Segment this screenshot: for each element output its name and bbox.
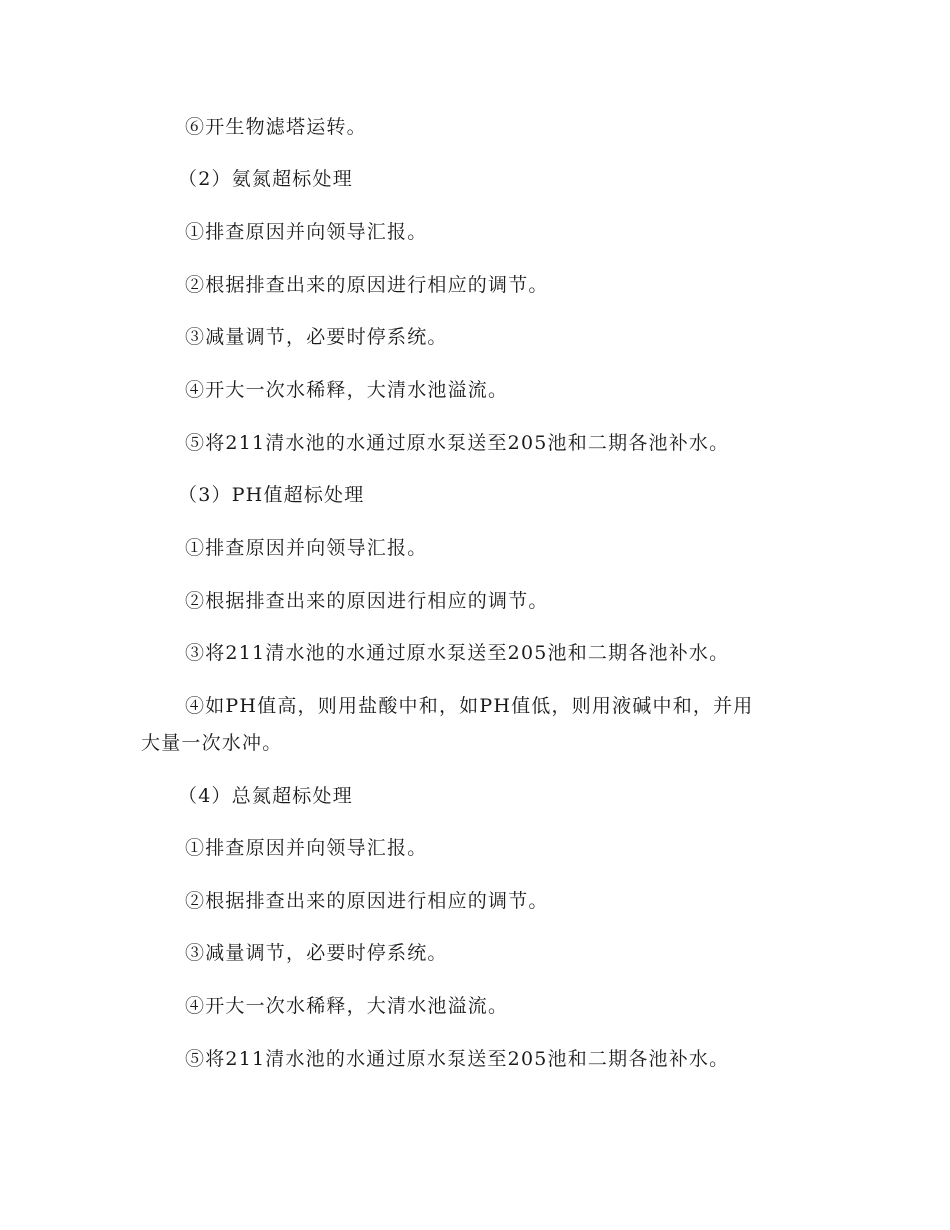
list-item: ③减量调节，必要时停系统。 (185, 942, 448, 964)
list-item: ②根据排查出来的原因进行相应的调节。 (185, 590, 549, 612)
section-heading: （3）PH值超标处理 (178, 484, 365, 506)
list-item: ④开大一次水稀释，大清水池溢流。 (185, 379, 509, 401)
list-item: ①排查原因并向领导汇报。 (185, 537, 428, 559)
list-item: ④开大一次水稀释，大清水池溢流。 (185, 995, 509, 1017)
section-heading: （2）氨氮超标处理 (178, 168, 353, 190)
list-item: ④如PH值高，则用盐酸中和，如PH值低，则用液碱中和，并用 (185, 695, 754, 717)
list-item: ②根据排查出来的原因进行相应的调节。 (185, 890, 549, 912)
list-item: ②根据排查出来的原因进行相应的调节。 (185, 274, 549, 296)
list-item: ③减量调节，必要时停系统。 (185, 326, 448, 348)
section-heading: （4）总氮超标处理 (178, 785, 353, 807)
list-item: ⑤将211清水池的水通过原水泵送至205池和二期各池补水。 (185, 432, 730, 454)
list-item: ⑥开生物滤塔运转。 (185, 116, 367, 138)
list-item: ⑤将211清水池的水通过原水泵送至205池和二期各池补水。 (185, 1048, 730, 1070)
list-item: ①排查原因并向领导汇报。 (185, 837, 428, 859)
list-item-continuation: 大量一次水冲。 (141, 732, 283, 754)
list-item: ①排查原因并向领导汇报。 (185, 221, 428, 243)
list-item: ③将211清水池的水通过原水泵送至205池和二期各池补水。 (185, 642, 730, 664)
